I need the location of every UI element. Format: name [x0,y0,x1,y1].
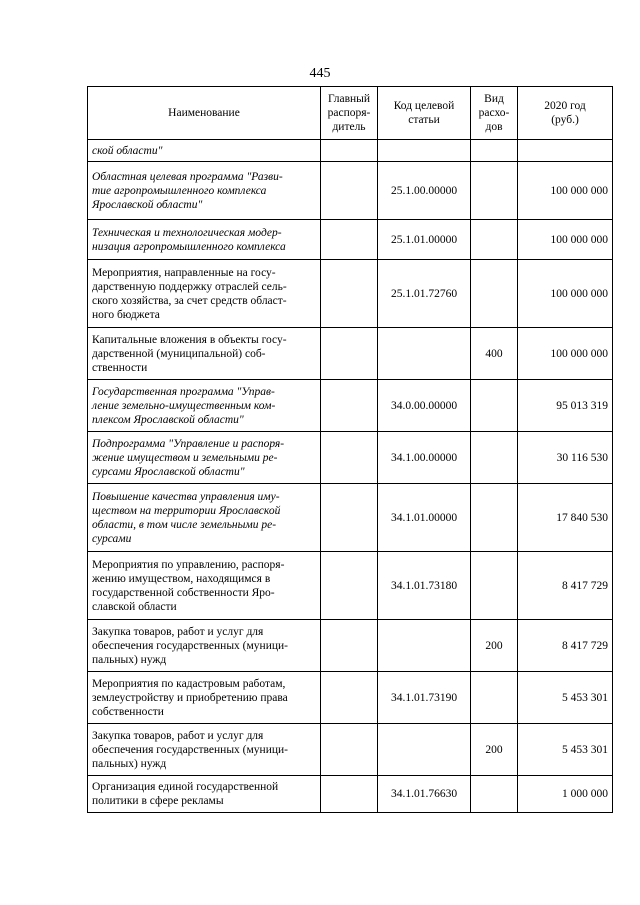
cell-admin [321,328,378,380]
cell-amount: 8 417 729 [518,552,613,620]
cell-type: 400 [471,328,518,380]
table-row [88,432,613,484]
cell-code: 34.1.01.76630 [378,776,471,813]
cell-amount: 5 453 301 [518,724,613,776]
cell-amount: 100 000 000 [518,328,613,380]
cell-admin [321,380,378,432]
cell-admin [321,140,378,162]
cell-type [471,672,518,724]
cell-admin [321,672,378,724]
cell-name: Государственная программа "Управ- ление земельно-имущественным ком- плексом Ярославской области" [88,380,321,432]
cell-type [471,220,518,260]
cell-type [471,162,518,220]
cell-name: Повышение качества управления иму- ществом на территории Ярославской области, в том числе земельными ре- сурсами [88,484,321,552]
column-header-admin: Главный распоря- дитель [321,87,378,140]
cell-code [378,620,471,672]
cell-name: Капитальные вложения в объекты госу- дарственной (муниципальной) соб- ственности [88,328,321,380]
table-row [88,552,613,620]
cell-amount: 100 000 000 [518,220,613,260]
cell-amount: 8 417 729 [518,620,613,672]
table-row [88,620,613,672]
table-row [88,328,613,380]
cell-name: Областная целевая программа "Разви- тие агропромышленного комплекса Ярославской области" [88,162,321,220]
cell-type [471,380,518,432]
table-row [88,260,613,328]
cell-name: ской области" [88,140,321,162]
cell-amount: 1 000 000 [518,776,613,813]
cell-amount: 95 013 319 [518,380,613,432]
cell-admin [321,162,378,220]
cell-code: 34.1.01.00000 [378,484,471,552]
cell-name: Организация единой государственной политики в сфере рекламы [88,776,321,813]
cell-type: 200 [471,724,518,776]
cell-code: 34.0.00.00000 [378,380,471,432]
cell-type [471,140,518,162]
cell-admin [321,484,378,552]
column-header-code: Код целевой статьи [378,87,471,140]
cell-admin [321,260,378,328]
cell-name: Закупка товаров, работ и услуг для обеспечения государственных (муници- пальных) нужд [88,620,321,672]
cell-code: 25.1.01.00000 [378,220,471,260]
cell-amount [518,140,613,162]
cell-code [378,328,471,380]
cell-name: Мероприятия по управлению, распоря- жению имуществом, находящимся в государственной собственности Яро- славской области [88,552,321,620]
cell-admin [321,776,378,813]
cell-name: Мероприятия по кадастровым работам, землеустройству и приобретению права собственности [88,672,321,724]
table-row [88,140,613,162]
cell-name: Техническая и технологическая модер- низация агропромышленного комплекса [88,220,321,260]
table-row [88,776,613,813]
cell-code: 25.1.01.72760 [378,260,471,328]
column-header-type: Вид расхо- дов [471,87,518,140]
cell-admin [321,432,378,484]
cell-name: Подпрограмма "Управление и распоря- жение имуществом и земельными ре- сурсами Ярославской области" [88,432,321,484]
cell-amount: 5 453 301 [518,672,613,724]
cell-name: Мероприятия, направленные на госу- дарственную поддержку отраслей сель- ского хозяйства, за счет средств област- ного бюджета [88,260,321,328]
cell-type [471,776,518,813]
cell-code: 34.1.01.73180 [378,552,471,620]
table-row [88,672,613,724]
cell-amount: 100 000 000 [518,260,613,328]
cell-amount: 30 116 530 [518,432,613,484]
table-row [88,380,613,432]
cell-type: 200 [471,620,518,672]
cell-type [471,432,518,484]
table-row [88,484,613,552]
cell-code: 34.1.01.73190 [378,672,471,724]
table-body [88,140,613,813]
cell-admin [321,620,378,672]
cell-code: 25.1.00.00000 [378,162,471,220]
cell-type [471,484,518,552]
table-row [88,162,613,220]
cell-code [378,140,471,162]
table-header-row [88,87,613,140]
cell-name: Закупка товаров, работ и услуг для обеспечения государственных (муници- пальных) нужд [88,724,321,776]
page-number: 445 [309,66,331,81]
cell-amount: 17 840 530 [518,484,613,552]
table-row [88,724,613,776]
column-header-amount: 2020 год (руб.) [518,87,613,140]
cell-amount: 100 000 000 [518,162,613,220]
column-header-name: Наименование [88,87,321,140]
budget-table [87,86,613,813]
cell-admin [321,552,378,620]
cell-type [471,552,518,620]
cell-code [378,724,471,776]
cell-admin [321,724,378,776]
cell-code: 34.1.00.00000 [378,432,471,484]
table-row [88,220,613,260]
cell-admin [321,220,378,260]
cell-type [471,260,518,328]
